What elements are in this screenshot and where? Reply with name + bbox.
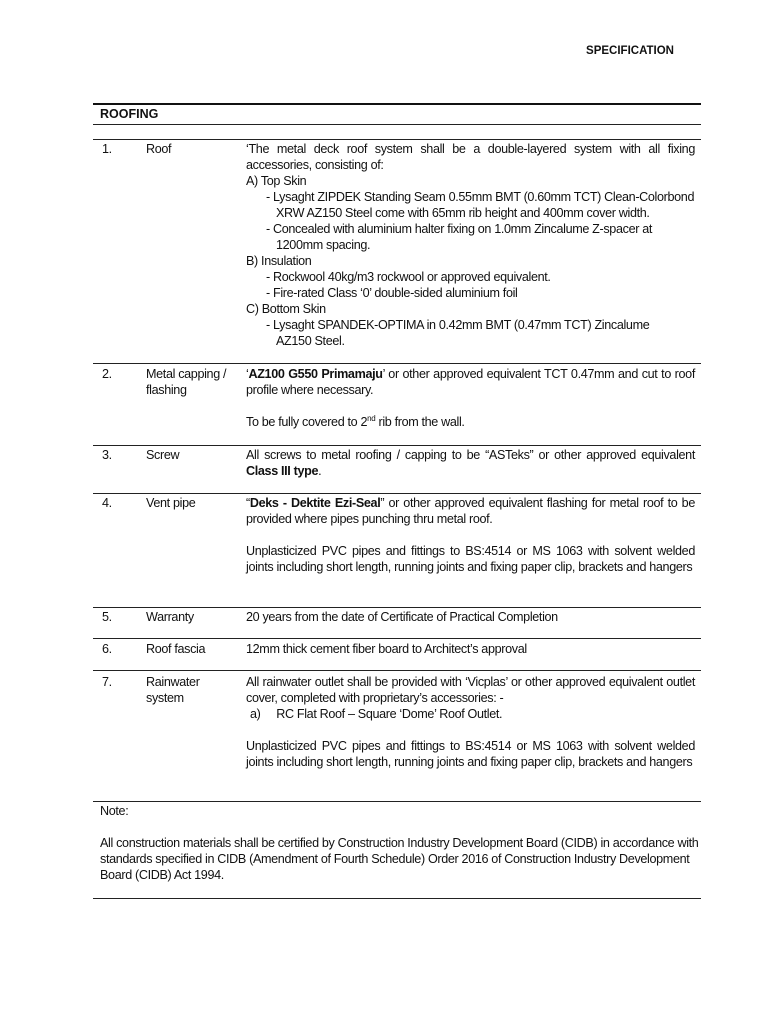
row-divider (93, 493, 701, 494)
desc-paragraph (246, 495, 695, 527)
row-number: 4. (102, 496, 112, 510)
desc-line: A) Top Skin (246, 174, 307, 188)
row-item: Screw (146, 448, 180, 462)
row-number: 3. (102, 448, 112, 462)
row-item: Vent pipe (146, 496, 196, 510)
section-bottom-rule (93, 124, 701, 125)
desc-line: B) Insulation (246, 254, 312, 268)
desc-line: - Rockwool 40kg/m3 rockwool or approved equivalent. (266, 270, 551, 284)
row-divider (93, 445, 701, 446)
desc-line: 1200mm spacing. (276, 238, 371, 252)
row-description (246, 495, 695, 575)
row-description (246, 141, 695, 349)
note-text: All construction materials shall be certified by Construction Industry Development Board (CIDB) in accordance with standards specified in CIDB (Amendment of Fourth Schedule) Order 2016 of Construction Industry Development Board (CIDB) Act 1994. (100, 836, 699, 882)
desc-text: . (318, 464, 322, 478)
desc-line: AZ150 Steel. (276, 334, 345, 348)
row-item: Rainwater system (146, 675, 200, 705)
row-divider (93, 801, 701, 802)
desc-sub-item: a) RC Flat Roof – Square ‘Dome’ Roof Outlet. (250, 707, 503, 721)
row-item: Metal capping / flashing (146, 367, 227, 397)
row-description (246, 366, 695, 430)
row-item: Roof (146, 142, 172, 156)
desc-paragraph (246, 447, 695, 479)
desc-text: To be fully covered to 2 (246, 415, 368, 429)
desc-text: ’ or other approved equivalent TCT 0.47mm and cut to roof profile where necessary. (246, 367, 695, 397)
desc-line: - Lysaght SPANDEK-OPTIMA in 0.42mm BMT (0.47mm TCT) Zincalume (266, 318, 650, 332)
section-title: ROOFING (100, 107, 159, 121)
row-number: 7. (102, 675, 112, 689)
row-number: 1. (102, 142, 112, 156)
row-divider (93, 363, 701, 364)
row-item: Warranty (146, 610, 194, 624)
quote-mark: “ (246, 496, 250, 510)
desc-line: - Lysaght ZIPDEK Standing Seam 0.55mm BMT (0.60mm TCT) Clean-Colorbond (266, 190, 695, 204)
desc-line: ‘The metal deck roof system shall be a double-layered system with all fixing accessories, consisting of: (246, 142, 695, 172)
product-name: AZ100 G550 Primamaju (248, 367, 383, 381)
desc-paragraph (246, 366, 695, 398)
row-number: 5. (102, 610, 112, 624)
desc-line: XRW AZ150 Steel come with 65mm rib height and 400mm cover width. (276, 206, 650, 220)
product-name: Deks - Dektite Ezi-Seal (249, 496, 381, 510)
row-divider (93, 607, 701, 608)
desc-paragraph: All rainwater outlet shall be provided with ‘Vicplas’ or other approved equivalent outlet cover, completed with proprietary’s accessories: - (246, 675, 695, 705)
row-description (246, 641, 695, 657)
note-bottom-rule (93, 898, 701, 899)
row-number: 2. (102, 367, 112, 381)
note-label: Note: (100, 804, 129, 818)
desc-line: - Fire-rated Class ‘0’ double-sided aluminium foil (266, 286, 518, 300)
desc-line: C) Bottom Skin (246, 302, 326, 316)
desc-paragraph: 20 years from the date of Certificate of Practical Completion (246, 610, 558, 624)
row-divider (93, 670, 701, 671)
desc-text: rib from the wall. (375, 415, 465, 429)
row-description (246, 609, 695, 625)
table-top-rule (93, 139, 701, 140)
desc-paragraph: 12mm thick cement fiber board to Architect’s approval (246, 642, 527, 656)
row-description (246, 674, 695, 770)
ordinal-suffix: nd (367, 413, 376, 423)
desc-text: All screws to metal roofing / capping to be “ASTeks” or other approved equivalent (246, 448, 695, 462)
page-header-title: SPECIFICATION (586, 45, 674, 57)
row-item: Roof fascia (146, 642, 206, 656)
desc-line: - Concealed with aluminium halter fixing on 1.0mm Zincalume Z-spacer at (266, 222, 653, 236)
quote-mark: ‘ (246, 367, 249, 381)
row-number: 6. (102, 642, 112, 656)
desc-paragraph (246, 414, 695, 430)
desc-paragraph: Unplasticized PVC pipes and fittings to BS:4514 or MS 1063 with solvent welded joints including short length, running joints and fixing paper clip, brackets and hangers (246, 739, 695, 769)
desc-text: ” or other approved equivalent flashing for metal roof to be provided where pipes punching thru metal roof. (246, 496, 695, 526)
desc-paragraph: Unplasticized PVC pipes and fittings to BS:4514 or MS 1063 with solvent welded joints including short length, running joints and fixing paper clip, brackets and hangers (246, 544, 695, 574)
product-class: Class III type (246, 464, 319, 478)
section-top-rule (93, 103, 701, 105)
row-divider (93, 638, 701, 639)
row-description (246, 447, 695, 479)
